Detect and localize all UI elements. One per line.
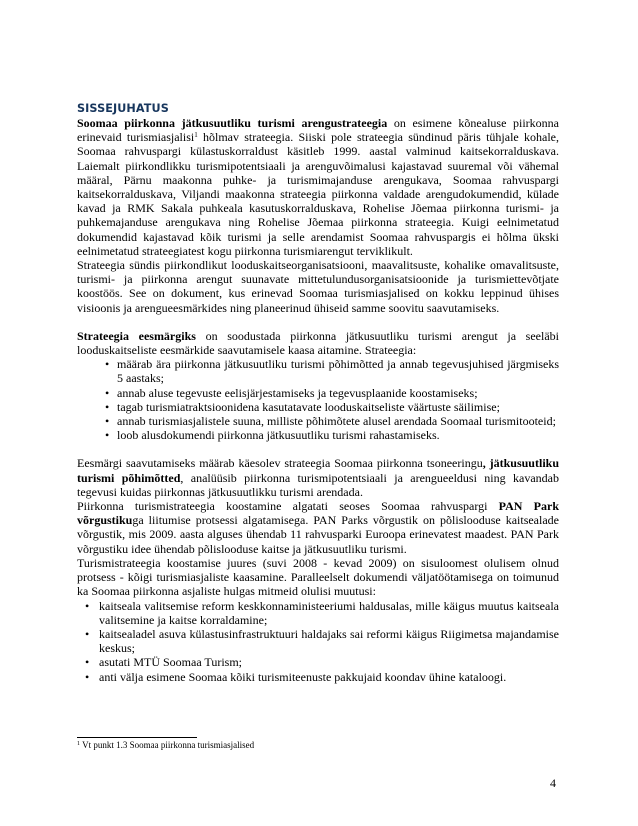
principles-text-b: , analüüsib piirkonna turismipotentsiaali ja arengueeldusi ning kavandab tegevusi kuidas piirkonnas jätkusuutlikku turismi arendada. xyxy=(77,470,559,499)
bullet-icon: • xyxy=(105,428,110,443)
list-item xyxy=(77,599,559,627)
list-item xyxy=(77,357,559,385)
intro-text-b: hõlmav strateegia. Siiski pole strateegia sündinud päris tühjale kohale, Soomaa rahvuspargi külastuskorraldust käsitleb 1999. aastal valminud kaitsekorralduskava. Laiemalt piirkondlikku turismipotentsiaali ja arenguvõimalusi kajastavad suuremal või vähemal määral, Pärnu maakonna puhke- ja turismimajanduse arengukava, Soomaa rahvuspargi kaitsekorralduskava, Viljandi maakonna strateegia piirkonna valdade arengudokumendid, külade kavad ja RMK Sakala puhkeala kasutuskorralduskava, Rohelise Jõemaa piirkonna turismi- ja puhkemajanduse arengukava ning Rohelise Jõemaa piirkonna strateegia. Kuigi eelnimetatud dokumendid kajastavad kõik turismi ja selle arendamist Soomaa rahvuspargis ei hõlma ükski eelnimetatud strateegiatest kogu piirkonna turismiarengut terviklikult. xyxy=(77,130,559,258)
goal-paragraph xyxy=(77,329,559,357)
goal-label: Strateegia eesmärgiks xyxy=(77,328,196,343)
panpark-label: PAN Park võrgustiku xyxy=(77,499,560,528)
panpark-text-b: ga liitumise protsessi algatamisega. PAN Parks võrgustik on põlislooduse kaitsealade võrgustik, mis 2009. aasta alguses ühendab 11 rahvusparki Euroopa erinevatest maadest. PAN Park võrgustiku idee ühendab põlislooduse kaitse ja jätkusuutliku turismi. xyxy=(77,513,559,556)
section-heading: SISSEJUHATUS xyxy=(77,102,169,115)
origin-paragraph: Strateegia sündis piirkondlikut looduskaitseorganisatsiooni, maavalitsuste, kohalike omavalitsuste, turismi- ja piirkonna arengut suunavate mittetulundusorganisatsioonide ja turismiettevõtjate koostöös. See on dokument, kus erinevad Soomaa turismiasjalised on kokku leppinud ühises visioonis ja arengueesmärkides ning planeerinud ühiseid samme soovitu saavutamiseks. xyxy=(77,258,559,315)
bullet-icon: • xyxy=(105,385,110,400)
principles-text-a: Eesmärgi saavutamiseks määrab käesolev strateegia Soomaa piirkonna tsoneeringu xyxy=(77,456,483,471)
footnote-separator xyxy=(77,737,197,738)
list-item xyxy=(77,627,559,655)
list-item xyxy=(77,670,559,684)
bullet-icon: • xyxy=(105,357,110,372)
bullet-icon: • xyxy=(85,669,90,684)
principles-label: jätkusuutliku turismi põhimõtted xyxy=(77,456,559,485)
strategy-title: Soomaa piirkonna jätkusuutliku turismi arengustrateegia xyxy=(77,116,388,130)
list-item xyxy=(77,428,559,442)
footnote-ref[interactable]: 1 xyxy=(194,131,198,140)
list-item-text: tagab turismiatraktsioonidena kasutatavate looduskaitseliste väärtuste säilimise; xyxy=(117,399,500,414)
changes-list xyxy=(77,599,559,684)
list-item xyxy=(77,400,559,414)
process-paragraph: Turismistrateegia koostamise juures (suvi 2008 - kevad 2009) on sisuloomest olulisem olnud protsess - kõigi turismiasjaliste kaasamine. Paralleelselt dokumendi väljatöötamisega on toimunud ka Soomaa piirkonna asjaliste hulgas mitmeid olulisi muutusi: xyxy=(77,555,559,599)
list-item xyxy=(77,655,559,669)
list-item-text: asutati MTÜ Soomaa Turism; xyxy=(99,655,243,670)
list-item-text: annab aluse tegevuste eelisjärjestamiseks ja tegevusplaanide koostamiseks; xyxy=(117,385,478,400)
paragraph-gap xyxy=(77,315,559,329)
page-number: 4 xyxy=(550,776,556,790)
paragraph-gap xyxy=(77,442,559,456)
footnote-text: Vt punkt 1.3 Soomaa piirkonna turismiasjalised xyxy=(80,740,255,750)
bullet-icon: • xyxy=(85,655,90,670)
intro-paragraph xyxy=(77,116,559,258)
panpark-paragraph xyxy=(77,499,559,556)
principles-comma: , xyxy=(482,456,486,471)
panpark-text-a: Piirkonna turismistrateegia koostamine algatati seoses Soomaa rahvuspargi xyxy=(77,499,499,514)
list-item-text: kaitseala valitsemise reform keskkonnaministeeriumi haldusalas, mille käigus muutus kaitseala valitsemine ja kaitse korraldamine; xyxy=(99,598,559,627)
footnote xyxy=(77,740,254,751)
bullet-icon: • xyxy=(85,598,90,613)
bullet-icon: • xyxy=(105,399,110,414)
list-item xyxy=(77,414,559,428)
intro-text-a: on esimene kõnealuse piirkonna erinevaid turismiasjalisi xyxy=(77,116,559,145)
principles-paragraph xyxy=(77,456,559,499)
goals-list xyxy=(77,357,559,442)
bullet-icon: • xyxy=(105,414,110,429)
goal-text: on soodustada piirkonna jätkusuutliku turismi arengut ja seeläbi looduskaitseliste eesmärkide saavutamisele kaasa aitamine. Strateegia: xyxy=(77,328,559,358)
list-item-text: määrab ära piirkonna jätkusuutliku turismi põhimõtted ja annab tegevusjuhised järgmiseks 5 aastaks; xyxy=(117,357,559,386)
bullet-icon: • xyxy=(85,626,90,641)
list-item xyxy=(77,386,559,400)
list-item-text: annab turismiasjalistele suuna, milliste põhimõtete alusel arendada Soomaal turismitooteid; xyxy=(117,414,556,429)
page-content xyxy=(77,101,559,684)
list-item-text: loob alusdokumendi piirkonna jätkusuutliku turismi rahastamiseks. xyxy=(117,428,440,443)
list-item-text: kaitsealadel asuva külastusinfrastruktuuri haldajaks sai reformi käigus Riigimetsa majandamise keskus; xyxy=(99,626,559,656)
list-item-text: anti välja esimene Soomaa kõiki turismiteenuste pakkujaid koondav ühine kataloogi. xyxy=(99,669,507,684)
footnote-marker: 1 xyxy=(77,741,80,747)
